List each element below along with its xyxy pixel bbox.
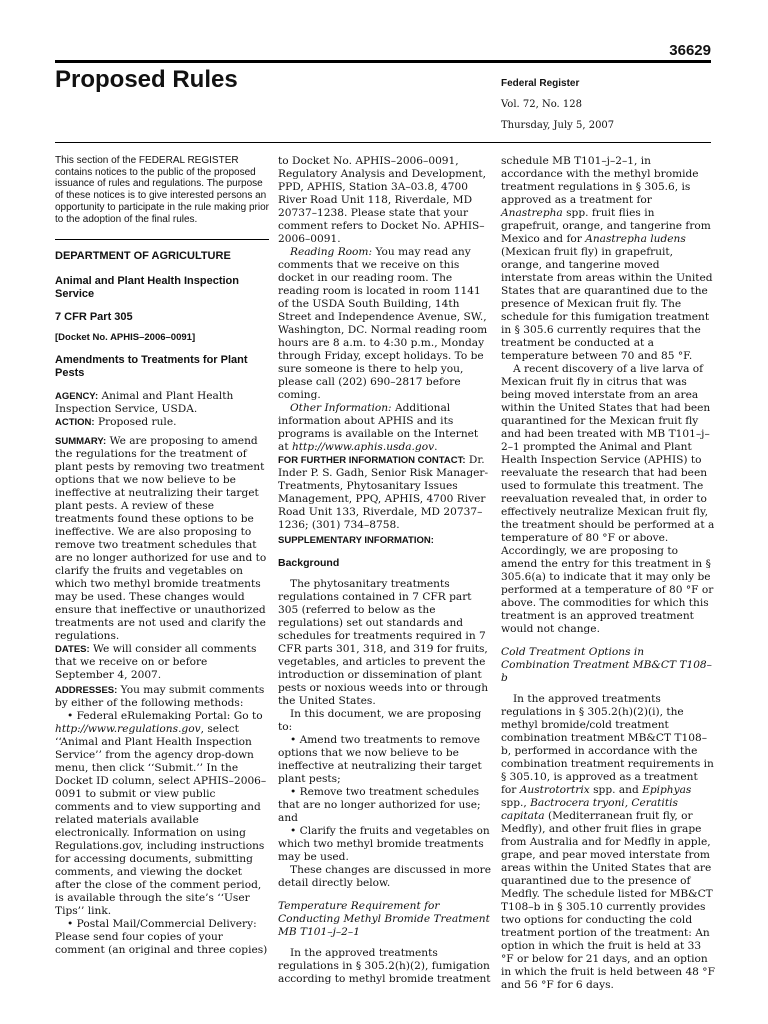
schedule-text-a: schedule MB T101–j–2–1, in accordance with the methyl bromide treatment regulations in § 305.6, is approved as a treatment for bbox=[501, 155, 699, 206]
dates-text: We will consider all comments that we receive on or before September 4, 2007. bbox=[55, 643, 257, 682]
erulemaking-text-a: • Federal eRulemaking Portal: Go to bbox=[67, 710, 263, 723]
cold-treatment-para bbox=[501, 693, 715, 992]
agency-heading: Animal and Plant Health Inspection Service bbox=[55, 275, 239, 301]
background-para-2: In this document, we are proposing to: bbox=[278, 708, 482, 733]
further-info-text: Dr. Inder P. S. Gadh, Senior Risk Manager-Treatments, Phytosanitary Issues Management, PPQ, APHIS, 4700 River Road Unit 133, Riverdale, MD 20737–1236; (301) 734–8758. bbox=[278, 454, 489, 531]
anastrepha-term: Anastrepha bbox=[501, 207, 563, 219]
summary-text: We are proposing to amend the regulations for the treatment of plant pests by removing two treatment options that we now believe to be ineffective at neutralizing their target plant pests. A review of these treatments found these options to be ineffective. We are also proposing to remove two treatment schedules that are no longer authorized for use and to clarify the fruits and vegetables on which two methyl bromide treatments may be used. These changes would ensure that ineffective or unauthorized treatments are not used and clarify the regulations. bbox=[55, 435, 267, 643]
other-info-label: Other Information: bbox=[290, 402, 392, 414]
summary-label: SUMMARY: bbox=[55, 436, 107, 448]
register-name: Federal Register bbox=[501, 78, 580, 89]
anastrepha-ludens-term: Anastrepha ludens bbox=[585, 233, 686, 245]
regulations-link[interactable]: http://www.regulations.gov bbox=[55, 723, 201, 736]
subject-heading: Amendments to Treatments for Plant Pests bbox=[55, 354, 248, 380]
department-heading: DEPARTMENT OF AGRICULTURE bbox=[55, 250, 231, 263]
notice-text: This section of the FEDERAL REGISTER contains notices to the public of the proposed issuance of rules and regulations. The purpose of these notices is to give interested persons an opportunity to participate in the rule making prior to the adoption of the final rules. bbox=[55, 155, 270, 225]
austrotortrix-term: Austrotortrix bbox=[519, 784, 590, 796]
temperature-heading: Temperature Requirement for Conducting Methyl Bromide Treatment MB T101–j–2–1 bbox=[278, 900, 490, 938]
bullet-3: • Clarify the fruits and vegetables on which two methyl bromide treatments may be used. bbox=[278, 825, 490, 863]
cfr-heading: 7 CFR Part 305 bbox=[55, 311, 133, 324]
header-rule bbox=[55, 142, 711, 143]
addresses-para bbox=[55, 684, 269, 710]
schedule-text-e: (Mexican fruit fly) in grapefruit, orange, and tangerine moved interstate from areas within the United States that are quarantined due to the presence of Mexican fruit fly. The schedule for this fumigation treatment in § 305.6 currently requires that the treatment be conducted at a temperature between 70 and 85 °F. bbox=[501, 246, 713, 362]
other-info-text: Additional information about APHIS and its programs is available on the Internet at bbox=[278, 402, 479, 453]
agency-label: AGENCY: bbox=[55, 391, 99, 403]
action-para bbox=[55, 416, 269, 429]
section-title: Proposed Rules bbox=[55, 66, 238, 93]
further-info-para bbox=[278, 454, 492, 532]
address-continuation: to Docket No. APHIS–2006–0091, Regulatory Analysis and Development, PPD, APHIS, Station 3A–03.8, 4700 River Road Unit 118, Riverdale, MD 20737–1238. Please state that your comment refers to Docket No. APHIS–2006–0091. bbox=[278, 155, 487, 245]
cold-text-e: spp., bbox=[501, 797, 531, 809]
background-heading: Background bbox=[278, 557, 340, 569]
cold-text-a: In the approved treatments regulations in § 305.2(h)(2)(i), the methyl bromide/cold treatment combination treatment MB&CT T108–b, performed in accordance with the combination treatment requirements in § 305.10, is approved as a treatment for bbox=[501, 693, 714, 796]
discovery-para: A recent discovery of a live larva of Mexican fruit fly in citrus that was being moved interstate from an area within the United States that had been quarantined for the Mexican fruit fly and had been treated with MB T101–j–2–1 prompted the Animal and Plant Health Inspection Service (APHIS) to reevaluate the research that had been used to formulate this treatment. The reevaluation revealed that, in order to effectively neutralize Mexican fruit fly, the treatment should be performed at a temperature of 80 °F or above. Accordingly, we are proposing to amend the entry for this treatment in § 305.6(a) to indicate that it may only be performed at a temperature of 80 °F or above. The commodities for which this treatment is an approved treatment would not change. bbox=[501, 363, 715, 635]
aphis-link[interactable]: http://www.aphis.usda.gov bbox=[291, 441, 435, 453]
bullet-1: • Amend two treatments to remove options that we now believe to be ineffective at neutralizing their target plant pests; bbox=[278, 734, 482, 785]
reading-room-label: Reading Room: bbox=[290, 246, 373, 258]
schedule-text-c: spp. fruit flies in grapefruit, orange, and tangerine from Mexico and for bbox=[501, 207, 711, 245]
register-info bbox=[501, 73, 614, 136]
temperature-para: In the approved treatments regulations in § 305.2(h)(2), fumigation according to methyl bromide treatment bbox=[278, 947, 491, 985]
cold-treatment-heading: Cold Treatment Options in Combination Treatment MB&CT T108–b bbox=[501, 646, 712, 684]
register-date: Thursday, July 5, 2007 bbox=[501, 120, 615, 131]
cold-text-g: (Mediterranean fruit fly, or Medfly), and other fruit flies in grape from Australia and for Medfly in apple, grape, and pear moved interstate from areas within the United States that are quarantined due to the presence of Medfly. The schedule listed for MB&CT T108–b in § 305.10 currently provides two options for conducting the cold treatment portion of the treatment: An option in which the fruit is held at 33 °F or below for 21 days, and an option in which the fruit is held between 48 °F and 56 °F for 6 days. bbox=[501, 810, 715, 991]
reading-room-para bbox=[278, 246, 492, 402]
column-3 bbox=[501, 155, 715, 992]
column-1 bbox=[55, 155, 269, 957]
dates-para bbox=[55, 643, 269, 682]
register-volume: Vol. 72, No. 128 bbox=[501, 99, 583, 110]
background-para-1: The phytosanitary treatments regulations contained in 7 CFR part 305 (referred to below as the regulations) set out standards and schedules for treatments required in 7 CFR parts 301, 318, and 319 for fruits, vegetables, and articles to prevent the introduction or dissemination of plant pests or noxious weeds into or through the United States. bbox=[278, 578, 489, 707]
summary-para bbox=[55, 435, 269, 643]
top-rule bbox=[55, 60, 711, 63]
supplementary-label: SUPPLEMENTARY INFORMATION: bbox=[278, 535, 434, 546]
reading-room-text: You may read any comments that we receive on this docket in our reading room. The reading room is located in room 1141 of the USDA South Building, 14th Street and Independence Avenue, SW., Washington, DC. Normal reading room hours are 8 a.m. to 4:30 p.m., Monday through Friday, except holidays. To be sure someone is there to help you, please call (202) 690–2817 before coming. bbox=[278, 246, 488, 401]
bactrocera-term: Bactrocera tryoni, Ceratitis capitata bbox=[501, 797, 678, 822]
agency-text: Animal and Plant Health Inspection Service, USDA. bbox=[55, 390, 234, 416]
erulemaking-text-b: , select ‘‘Animal and Plant Health Inspection Service’’ from the agency drop-down menu, then click ‘‘Submit.’’ In the Docket ID column, select APHIS–2006–0091 to submit or view public comments and to view supporting and related materials available electronically. Information on using Regulations.gov, including instructions for accessing documents, submitting comments, and viewing the docket after the close of the comment period, is available through the site’s ‘‘User Tips’’ link. bbox=[55, 723, 267, 918]
page-number: 36629 bbox=[669, 42, 711, 59]
dates-label: DATES: bbox=[55, 644, 90, 656]
addresses-text: You may submit comments by either of the following methods: bbox=[55, 684, 265, 710]
agency-para bbox=[55, 390, 269, 416]
action-text: Proposed rule. bbox=[97, 416, 177, 429]
column-2 bbox=[278, 155, 492, 986]
separator bbox=[55, 239, 269, 240]
docket-heading: [Docket No. APHIS–2006–0091] bbox=[55, 332, 196, 344]
postal-para: • Postal Mail/Commercial Delivery: Please send four copies of your comment (an original and three copies) bbox=[55, 918, 268, 957]
cold-text-c: spp. and bbox=[589, 784, 643, 796]
action-label: ACTION: bbox=[55, 417, 95, 429]
background-para-3: These changes are discussed in more detail directly below. bbox=[278, 864, 491, 889]
other-info-para: Other Information: Additional information about APHIS and its programs is available on the Internet at http://www.aphis.usda.gov. bbox=[278, 402, 479, 453]
addresses-label: ADDRESSES: bbox=[55, 685, 118, 697]
bullet-2: • Remove two treatment schedules that are no longer authorized for use; and bbox=[278, 786, 481, 824]
erulemaking-para bbox=[55, 710, 269, 918]
epiphyas-term: Epiphyas bbox=[642, 784, 692, 796]
schedule-para bbox=[501, 155, 715, 363]
further-info-label: FOR FURTHER INFORMATION CONTACT: bbox=[278, 455, 466, 466]
